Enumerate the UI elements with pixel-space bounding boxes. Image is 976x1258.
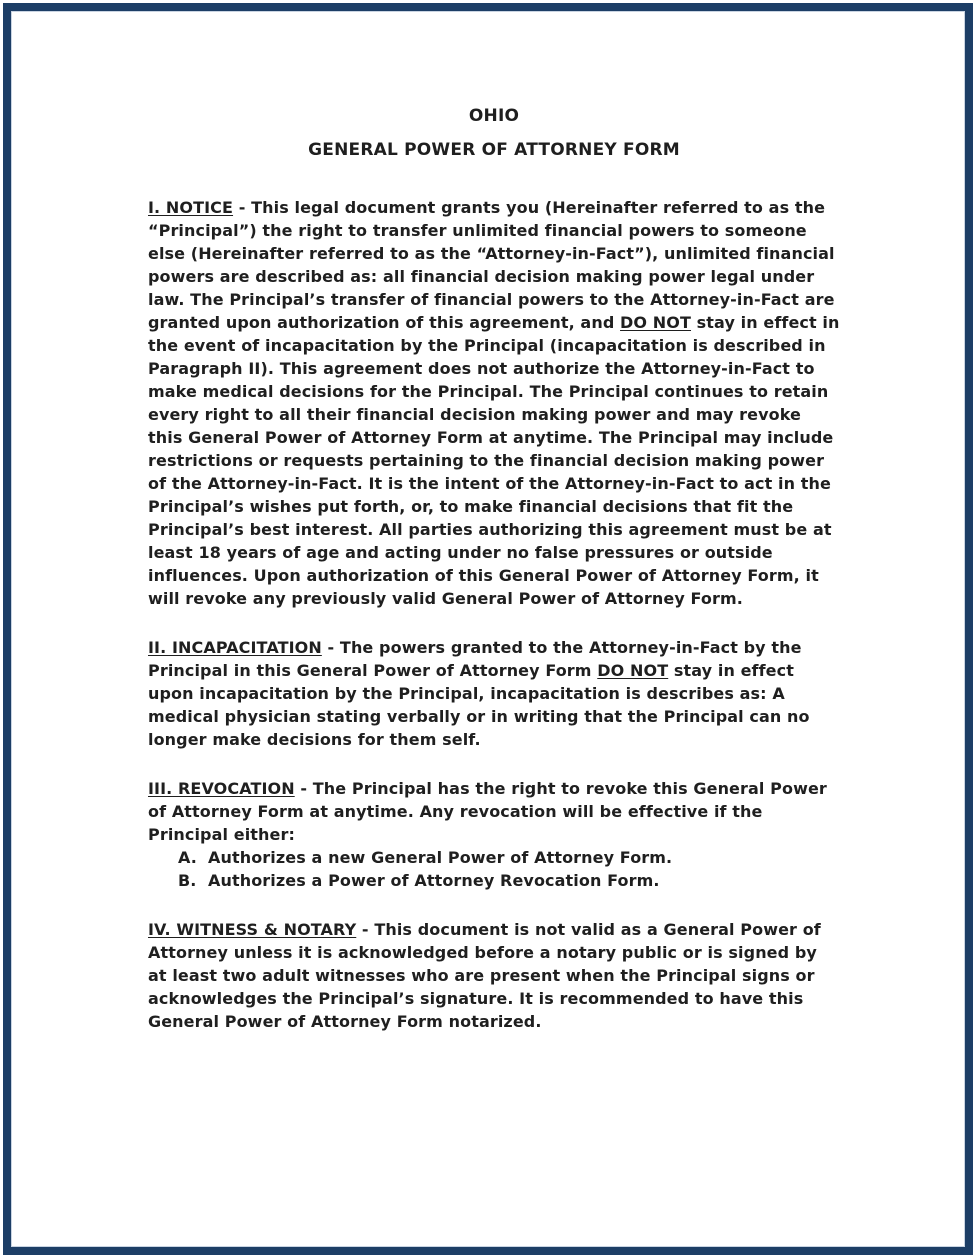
document-page [148, 106, 840, 1059]
section-notice-text-2: stay in effect in the event of incapacitation by the Principal (incapacitation is described in Paragraph II). This agreement does not authorize the Attorney-in-Fact to make medical decisions for the Principal. The Principal continues to retain every right to all their financial decision making power and may revoke this General Power of Attorney Form at anytime. The Principal may include restrictions or requests pertaining to the financial decision making power of the Attorney-in-Fact. It is the intent of the Attorney-in-Fact to act in the Principal’s wishes put forth, or, to make financial decisions that fit the Principal’s best interest. All parties authorizing this agreement must be at least 18 years of age and acting under no false pressures or outside influences. Upon authorization of this General Power of Attorney Form, it will revoke any previously valid General Power of Attorney Form. [148, 313, 840, 608]
section-incapacitation-text-2: stay in effect upon incapacitation by the Principal, incapacitation is describes as: A medical physician stating verbally or in writing that the Principal can no longer make decisions for them self. [148, 661, 810, 749]
section-revocation-text-1: - The Principal has the right to revoke this General Power of Attorney Form at anytime. Any revocation will be effective if the Principal either: [148, 779, 827, 844]
section-notice [148, 196, 840, 610]
document-title: OHIO [468, 106, 520, 126]
section-revocation [148, 777, 840, 846]
section-notice-heading: I. NOTICE [148, 198, 234, 217]
section-incapacitation-heading: II. INCAPACITATION [148, 638, 322, 657]
section-witness-notary-heading: IV. WITNESS & NOTARY [148, 920, 357, 939]
section-incapacitation-text-1: - The powers granted to the Attorney-in-Fact by the Principal in this General Power of Attorney Form [148, 638, 802, 680]
revocation-options-list [178, 846, 840, 892]
list-item-text: Authorizes a new General Power of Attorney Form. [208, 848, 673, 867]
document-subtitle: GENERAL POWER OF ATTORNEY FORM [308, 140, 680, 160]
section-notice-text-1: - This legal document grants you (Hereinafter referred to as the “Principal”) the right to transfer unlimited financial powers to someone else (Hereinafter referred to as the “Attorney-in-Fact”), unlimited financial powers are described as: all financial decision making power legal under law. The Principal’s transfer of financial powers to the Attorney-in-Fact are granted upon authorization of this agreement, and [148, 198, 835, 332]
section-revocation-heading: III. REVOCATION [148, 779, 295, 798]
section-notice-underlined-phrase: DO NOT [620, 313, 692, 332]
section-incapacitation [148, 636, 840, 751]
list-item [178, 869, 840, 892]
list-item-marker: A. [178, 848, 197, 867]
section-witness-notary-text-1: - This document is not valid as a General Power of Attorney unless it is acknowledged before a notary public or is signed by at least two adult witnesses who are present when the Principal signs or acknowledges the Principal’s signature. It is recommended to have this General Power of Attorney Form notarized. [148, 920, 821, 1031]
section-witness-notary [148, 918, 840, 1033]
list-item-marker: B. [178, 871, 197, 890]
list-item [178, 846, 840, 869]
list-item-text: Authorizes a Power of Attorney Revocation Form. [208, 871, 660, 890]
section-incapacitation-underlined-phrase: DO NOT [597, 661, 669, 680]
